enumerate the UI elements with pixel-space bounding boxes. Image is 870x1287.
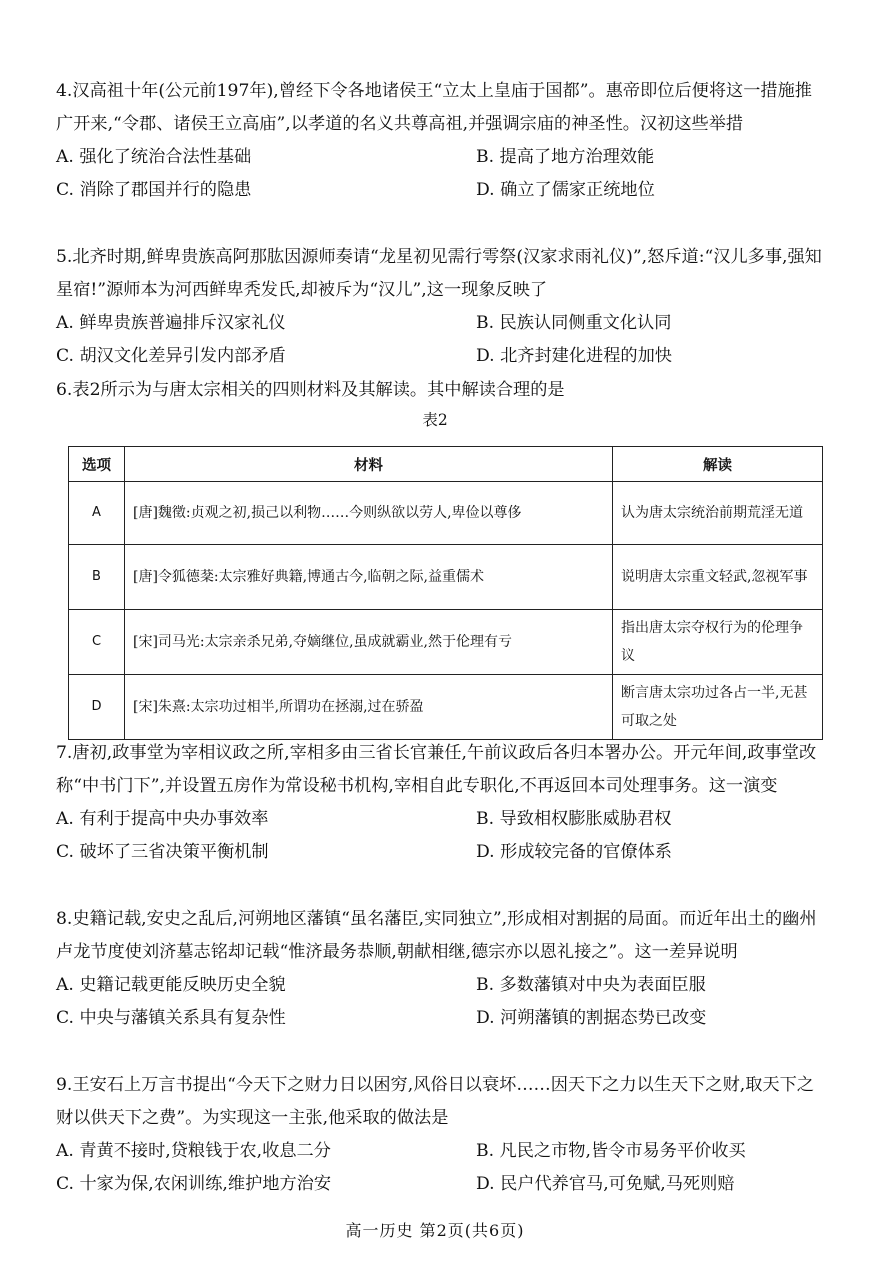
option-a[interactable]: A. 鲜卑贵族普遍排斥汉家礼仪 — [56, 313, 286, 333]
question-stem: 4.汉高祖十年(公元前197年),曾经下令各地诸侯王“立太上皇庙于国都”。惠帝即位后便将这一措施推广开来,“令郡、诸侯王立高庙”,以孝道的名义共尊高祖,并强调宗庙的神圣性。汉初这些举措 — [56, 81, 812, 134]
option-d[interactable]: D. 河朔藩镇的割据态势已改变 — [476, 1008, 707, 1028]
row-material: [唐]令狐德棻:太宗雅好典籍,博通古今,临朝之际,益重儒术 — [125, 545, 613, 610]
row-material: [唐]魏徵:贞观之初,损己以利物……今则纵欲以劳人,卑俭以尊侈 — [125, 482, 613, 545]
option-d[interactable]: D. 形成较完备的官僚体系 — [476, 842, 672, 862]
option-a[interactable]: A. 史籍记载更能反映历史全貌 — [56, 975, 286, 995]
question-7 — [56, 737, 828, 869]
options — [56, 803, 828, 869]
row-key: D — [69, 675, 125, 740]
header-material: 材料 — [125, 447, 613, 482]
question-stem: 6.表2所示为与唐太宗相关的四则材料及其解读。其中解读合理的是 — [56, 380, 565, 400]
option-c[interactable]: C. 中央与藩镇关系具有复杂性 — [56, 1008, 286, 1028]
option-b[interactable]: B. 导致相权膨胀威胁君权 — [476, 809, 672, 829]
table-caption: 表2 — [422, 411, 448, 429]
row-interpretation: 断言唐太宗功过各占一半,无甚可取之处 — [613, 675, 823, 740]
option-b[interactable]: B. 提高了地方治理效能 — [476, 147, 655, 167]
option-d[interactable]: D. 北齐封建化进程的加快 — [476, 346, 672, 366]
option-b[interactable]: B. 凡民之市物,皆令市易务平价收买 — [476, 1141, 746, 1161]
option-b[interactable]: B. 多数藩镇对中央为表面臣服 — [476, 975, 706, 995]
question-stem: 5.北齐时期,鲜卑贵族高阿那肱因源师奏请“龙星初见需行雩祭(汉家求雨礼仪)”,怒斥道:“汉儿多事,强知星宿!”源师本为河西鲜卑秃发氏,却被斥为“汉儿”,这一现象反映了 — [56, 247, 822, 300]
table-row — [69, 482, 823, 545]
options — [56, 307, 828, 373]
header-interpretation: 解读 — [613, 447, 823, 482]
materials-table — [68, 446, 823, 740]
option-c[interactable]: C. 十家为保,农闲训练,维护地方治安 — [56, 1174, 332, 1194]
option-a[interactable]: A. 强化了统治合法性基础 — [56, 147, 252, 167]
table-row — [69, 675, 823, 740]
row-interpretation: 指出唐太宗夺权行为的伦理争议 — [613, 610, 823, 675]
row-key: C — [69, 610, 125, 675]
option-d[interactable]: D. 民户代养官马,可免赋,马死则赔 — [476, 1174, 735, 1194]
option-c[interactable]: C. 胡汉文化差异引发内部矛盾 — [56, 346, 286, 366]
options — [56, 141, 828, 207]
table-row — [69, 610, 823, 675]
question-6 — [56, 374, 828, 407]
question-stem: 8.史籍记载,安史之乱后,河朔地区藩镇“虽名藩臣,实同独立”,形成相对割据的局面。而近年出土的幽州卢龙节度使刘济墓志铭却记载“惟济最务恭顺,朝献相继,德宗亦以恩礼接之”。这一差异说明 — [56, 909, 817, 962]
row-key: A — [69, 482, 125, 545]
options — [56, 969, 828, 1035]
option-c[interactable]: C. 破坏了三省决策平衡机制 — [56, 842, 269, 862]
option-c[interactable]: C. 消除了郡国并行的隐患 — [56, 180, 252, 200]
options — [56, 1135, 828, 1201]
row-material: [宋]司马光:太宗亲杀兄弟,夺嫡继位,虽成就霸业,然于伦理有亏 — [125, 610, 613, 675]
option-a[interactable]: A. 青黄不接时,贷粮钱于农,收息二分 — [56, 1141, 331, 1161]
question-stem: 7.唐初,政事堂为宰相议政之所,宰相多由三省长官兼任,午前议政后各归本署办公。开元年间,政事堂改称“中书门下”,并设置五房作为常设秘书机构,宰相自此专职化,不再返回本司处理事务。这一演变 — [56, 743, 817, 796]
row-interpretation: 认为唐太宗统治前期荒淫无道 — [613, 482, 823, 545]
header-option: 选项 — [69, 447, 125, 482]
question-stem: 9.王安石上万言书提出“今天下之财力日以困穷,风俗日以衰坏……因天下之力以生天下之财,取天下之财以供天下之费”。为实现这一主张,他采取的做法是 — [56, 1075, 814, 1128]
question-5 — [56, 241, 828, 373]
table-header-row — [69, 447, 823, 482]
question-4 — [56, 75, 828, 207]
row-key: B — [69, 545, 125, 610]
page-footer: 高一历史 第2页(共6页) — [345, 1221, 525, 1240]
option-d[interactable]: D. 确立了儒家正统地位 — [476, 180, 655, 200]
row-material: [宋]朱熹:太宗功过相半,所谓功在拯溺,过在骄盈 — [125, 675, 613, 740]
table-row — [69, 545, 823, 610]
row-interpretation: 说明唐太宗重文轻武,忽视军事 — [613, 545, 823, 610]
question-9 — [56, 1069, 828, 1201]
option-b[interactable]: B. 民族认同侧重文化认同 — [476, 313, 672, 333]
option-a[interactable]: A. 有利于提高中央办事效率 — [56, 809, 269, 829]
question-8 — [56, 903, 828, 1035]
